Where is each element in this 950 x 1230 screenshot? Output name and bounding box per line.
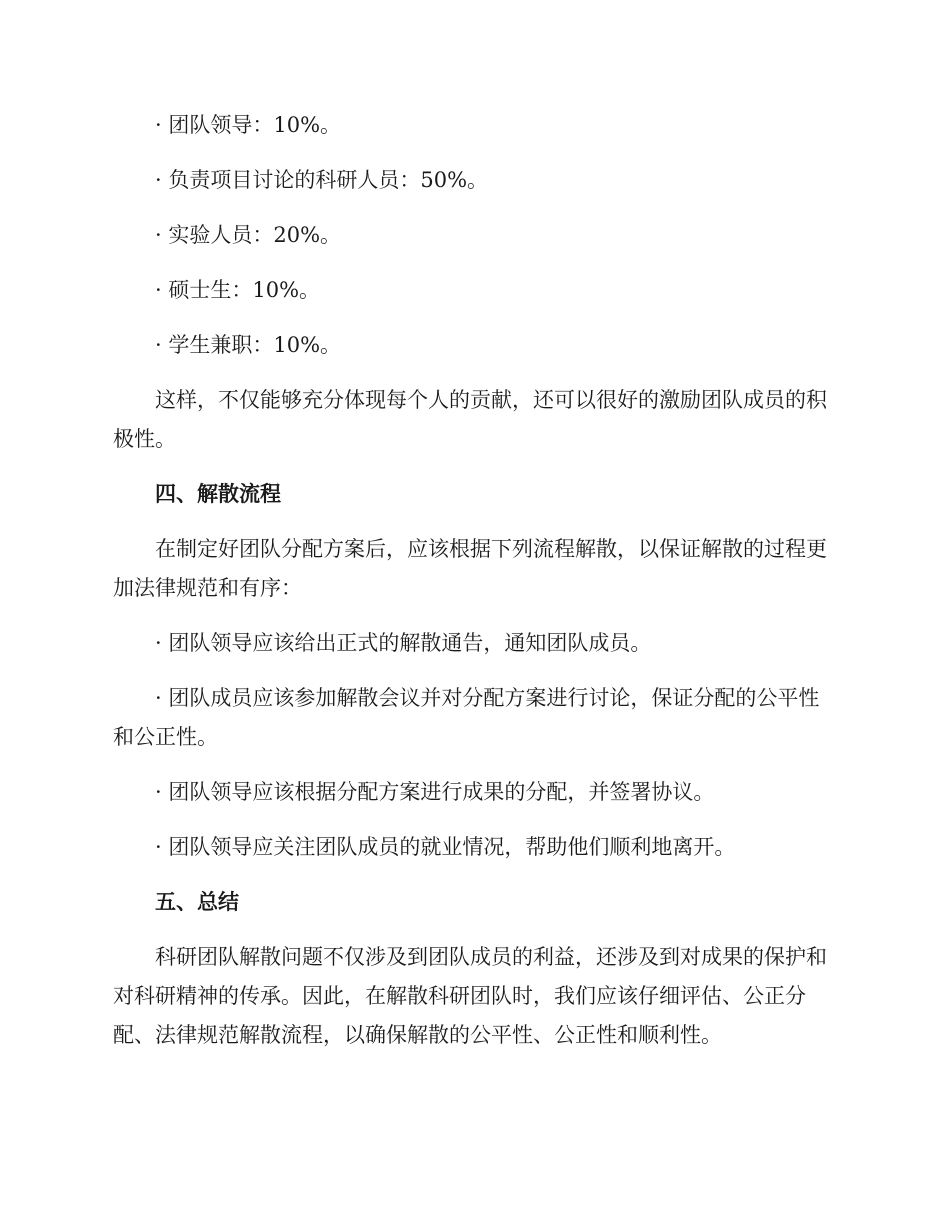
- document-body: [113, 106, 833, 1071]
- list-item: · 团队成员应该参加解散会议并对分配方案进行讨论，保证分配的公平性和公正性。: [113, 686, 820, 749]
- list-item: · 负责项目讨论的科研人员：50%。: [155, 168, 489, 192]
- list-item: · 团队领导应该给出正式的解散通告，通知团队成员。: [155, 631, 652, 655]
- paragraph-summary: 科研团队解散问题不仅涉及到团队成员的利益，还涉及到对成果的保护和对科研精神的传承。因此，在解散科研团队时，我们应该仔细评估、公正分配、法律规范解散流程，以确保解散的公平性、公正性和顺利性。: [113, 945, 827, 1047]
- section-heading-summary: 五、总结: [155, 890, 239, 914]
- list-item: · 硕士生：10%。: [155, 278, 321, 302]
- list-item: · 学生兼职：10%。: [155, 333, 342, 357]
- list-item: · 团队领导应该根据分配方案进行成果的分配，并签署协议。: [155, 780, 715, 804]
- list-item: · 团队领导应关注团队成员的就业情况，帮助他们顺利地离开。: [155, 835, 736, 859]
- paragraph-process-intro: 在制定好团队分配方案后，应该根据下列流程解散，以保证解散的过程更加法律规范和有序：: [113, 537, 827, 600]
- list-item: · 团队领导：10%。: [155, 113, 342, 137]
- list-item: · 实验人员：20%。: [155, 223, 342, 247]
- section-heading-dissolution-process: 四、解散流程: [155, 482, 281, 506]
- paragraph-motivation: 这样，不仅能够充分体现每个人的贡献，还可以很好的激励团队成员的积极性。: [113, 388, 827, 451]
